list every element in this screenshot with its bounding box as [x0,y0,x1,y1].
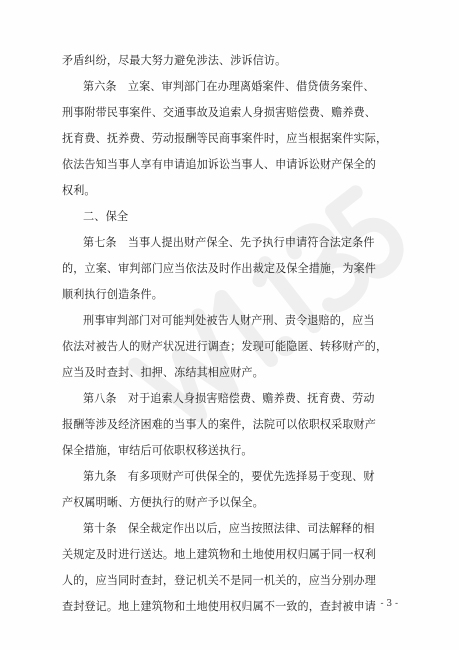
text-line: 报酬等涉及经济困难的当事人的案件，法院可以依职权采取财产 [62,418,376,431]
document-body [62,54,404,626]
page-number: - 3 - [380,599,398,609]
text-line: 应当及时查封、扣押、冻结其相应财产。 [62,366,264,379]
text-line: 的，立案、审判部门应当依法及时作出裁定及保全措施，为案件 [62,262,376,275]
text-line: 关规定及时进行送达。地上建筑物和土地使用权归属于同一权利 [62,548,376,561]
text-line: 依法告知当事人享有申请追加诉讼当事人、申请诉讼财产保全的 [62,158,376,171]
text-line: 刑事附带民事案件、交通事故及追索人身损害赔偿费、赡养费、 [62,106,376,119]
text-line: 人的，应当同时查封，登记机关不是同一机关的，应当分别办理 [62,574,376,587]
text-line: 抚育费、抚养费、劳动报酬等民商事案件时，应当根据案件实际， [62,132,388,145]
text-line: 第八条 对于追索人身损害赔偿费、赡养费、抚育费、劳动 [83,392,375,405]
text-line: 第十条 保全裁定作出以后，应当按照法律、司法解释的相 [83,522,375,535]
text-line: 顺利执行创造条件。 [62,288,163,301]
text-line: 矛盾纠纷，尽最大努力避免涉法、涉诉信访。 [62,54,287,67]
text-line: 产权属明晰、方便执行的财产予以保全。 [62,496,264,509]
text-line: 查封登记。地上建筑物和土地使用权归属不一致的，查封被申请 [62,600,376,613]
text-line: 刑事审判部门对可能判处被告人财产刑、责令退赔的，应当 [83,314,375,327]
text-line: 保全措施，审结后可依职权移送执行。 [62,444,253,457]
text-line: 第六条 立案、审判部门在办理离婚案件、借贷债务案件、 [83,80,375,93]
text-line: 依法对被告人的财产状况进行调查；发现可能隐匿、转移财产的， [62,340,388,353]
text-line: 第七条 当事人提出财产保全、先予执行申请符合法定条件 [83,236,375,249]
text-line: 第九条 有多项财产可供保全的，要优先选择易于变现、财 [83,470,375,483]
text-line: 权利。 [62,184,96,197]
section-heading: 二、保全 [83,210,129,223]
